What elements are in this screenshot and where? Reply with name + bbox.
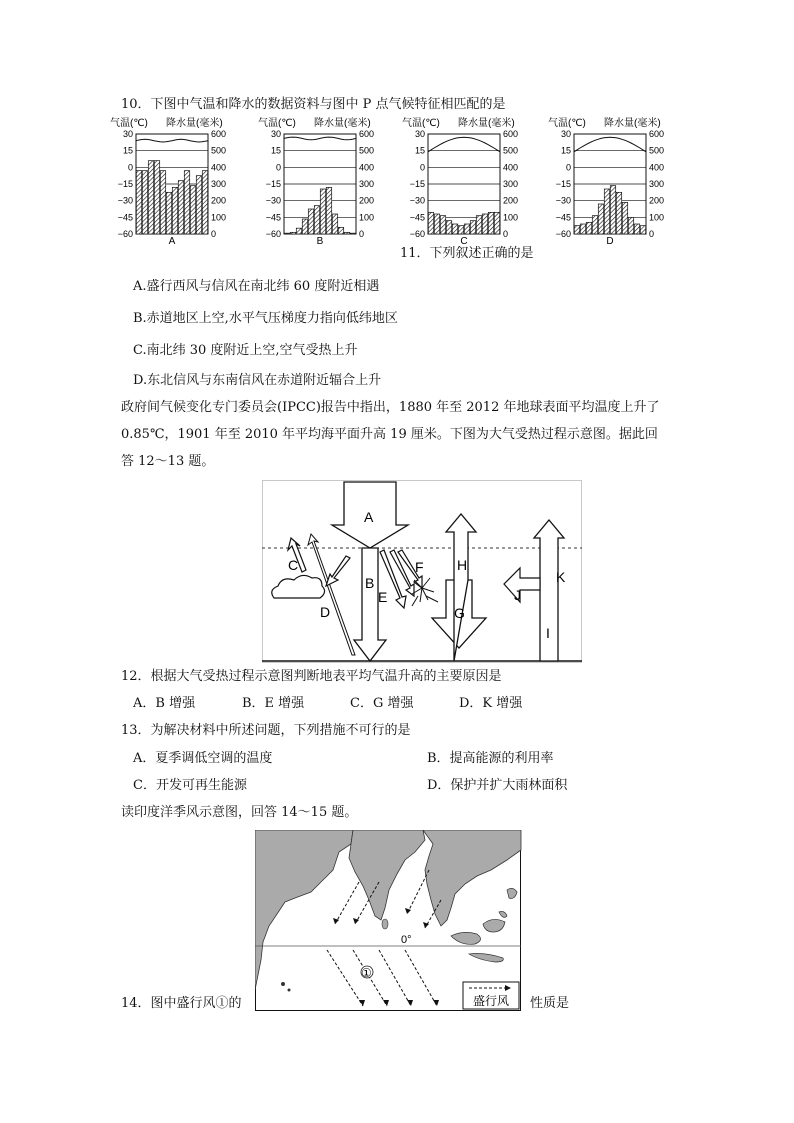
precip-bar (308, 209, 313, 234)
precip-bar (166, 192, 171, 234)
precip-bar (580, 224, 585, 234)
precip-axis-label: 降水量(毫米) (166, 118, 223, 129)
precip-bar (190, 186, 195, 234)
temp-tick: 30 (270, 129, 281, 139)
label-G: G (454, 605, 465, 621)
precip-bar (628, 217, 633, 234)
precip-tick: 100 (503, 212, 519, 223)
precip-tick: 300 (649, 179, 665, 189)
temp-tick: −30 (265, 195, 281, 206)
precip-bar (470, 221, 475, 234)
precip-bar (142, 171, 147, 234)
precip-axis-label: 降水量(毫米) (458, 118, 515, 129)
precip-tick: 200 (503, 195, 519, 206)
temp-tick: −60 (555, 229, 571, 239)
precip-tick: 300 (503, 179, 519, 189)
precip-tick: 0 (359, 229, 365, 239)
climate-chart-b (258, 116, 374, 247)
chart-label: A (168, 236, 176, 247)
precip-bar (446, 221, 451, 234)
precip-bar (314, 206, 319, 234)
precip-tick: 300 (211, 179, 227, 189)
precip-bar (302, 219, 307, 234)
passage-line-2: 0.85℃，1901 年至 2010 年平均海平面升高 19 厘米。下图为大气受热过程示意图。据此回 (121, 427, 658, 442)
precip-bar (586, 222, 591, 234)
precip-bar (616, 192, 621, 234)
precip-tick: 0 (503, 229, 509, 239)
precip-bar (154, 161, 159, 234)
precip-bar (458, 226, 463, 234)
temp-tick: −15 (265, 179, 281, 189)
precip-bar (196, 176, 201, 234)
precip-bar (604, 189, 609, 234)
temp-tick: −30 (117, 195, 133, 206)
label-A: A (364, 509, 374, 525)
precip-bar (434, 214, 439, 234)
q10-stem: 10．下图中气温和降水的数据资料与图中 P 点气候特征相匹配的是 (121, 97, 506, 112)
precip-bar (494, 212, 499, 234)
temp-tick: −15 (555, 179, 571, 189)
label-K: K (556, 569, 566, 585)
precip-tick: 400 (211, 162, 227, 173)
precip-tick: 100 (211, 212, 227, 223)
temp-tick: 0 (565, 162, 571, 173)
label-J: J (514, 587, 521, 603)
precip-bar (338, 227, 343, 234)
chart-label: C (460, 236, 468, 247)
indian-ocean-monsoon-map (255, 830, 522, 1012)
q13-option-c[interactable]: C．开发可再生能源 (133, 778, 247, 793)
precip-tick: 100 (359, 212, 375, 223)
temp-tick: −45 (117, 212, 133, 223)
legend-label: 盛行风 (473, 994, 510, 1008)
temp-tick: −45 (555, 212, 571, 223)
temp-tick: −45 (409, 212, 425, 223)
precip-tick: 400 (359, 162, 375, 173)
temp-tick: 15 (560, 145, 571, 156)
atmospheric-heating-diagram (262, 480, 584, 665)
q11-option-c[interactable]: C.南北纬 30 度附近上空,空气受热上升 (133, 343, 358, 358)
precip-tick: 600 (649, 129, 665, 139)
precip-bar (482, 214, 487, 234)
precip-bar (290, 232, 295, 234)
precip-tick: 200 (211, 195, 227, 206)
temp-tick: 30 (122, 129, 133, 139)
precip-bar (428, 212, 433, 234)
precip-tick: 500 (649, 145, 665, 156)
passage-line-3: 答 12～13 题。 (121, 454, 215, 469)
label-B: B (365, 575, 375, 591)
q14-intro: 读印度洋季风示意图，回答 14～15 题。 (121, 805, 358, 820)
precip-bar (574, 226, 579, 234)
q14-prefix: 14．图中盛行风①的 (121, 996, 242, 1011)
precip-axis-label: 降水量(毫米) (604, 118, 661, 129)
climate-charts (110, 114, 700, 254)
temp-tick: −15 (409, 179, 425, 189)
chart-label: D (606, 236, 614, 247)
precip-bar (160, 171, 165, 234)
temp-tick: 0 (419, 162, 425, 173)
precip-bar (320, 189, 325, 234)
precip-bar (592, 216, 597, 234)
temp-axis-label: 气温(℃) (258, 118, 296, 129)
q14-suffix: 性质是 (530, 996, 570, 1011)
temp-tick: 15 (414, 145, 425, 156)
precip-tick: 500 (503, 145, 519, 156)
precip-bar (452, 224, 457, 234)
temp-tick: 0 (127, 162, 133, 173)
temp-axis-label: 气温(℃) (110, 118, 148, 129)
precip-axis-label: 降水量(毫米) (314, 118, 371, 129)
climate-chart-a (110, 116, 226, 247)
temp-tick: −30 (409, 195, 425, 206)
temp-tick: 15 (270, 145, 281, 156)
precip-tick: 400 (503, 162, 519, 173)
precip-tick: 100 (649, 212, 665, 223)
precip-bar (610, 186, 615, 234)
label-H: H (457, 557, 468, 573)
q13-option-b[interactable]: B．提高能源的利用率 (427, 751, 554, 766)
q12-option-b[interactable]: B．E 增强 (242, 696, 305, 711)
precip-bar (202, 171, 207, 234)
q13-stem: 13．为解决材料中所述问题，下列措施不可行的是 (121, 723, 411, 738)
precip-bar (344, 232, 349, 234)
temp-tick: 0 (275, 162, 281, 173)
label-E: E (378, 589, 388, 605)
wind-1-label: ① (361, 966, 372, 980)
precip-bar (184, 171, 189, 234)
q12-option-d[interactable]: D．K 增强 (459, 696, 523, 711)
temp-tick: −60 (117, 229, 133, 239)
temp-tick: −30 (555, 195, 571, 206)
precip-tick: 400 (649, 162, 665, 173)
label-D: D (320, 604, 331, 620)
precip-bar (178, 181, 183, 234)
precip-bar (476, 216, 481, 234)
temp-tick: −15 (117, 179, 133, 189)
precip-bar (598, 204, 603, 234)
precip-bar (172, 187, 177, 234)
precip-tick: 0 (649, 229, 655, 239)
label-C: C (288, 557, 299, 573)
temp-axis-label: 气温(℃) (548, 118, 586, 129)
precip-bar (332, 214, 337, 234)
climate-chart-c (402, 116, 518, 247)
label-I: I (546, 625, 550, 641)
precip-tick: 600 (359, 129, 375, 139)
precip-bar (284, 233, 289, 234)
q11-option-d[interactable]: D.东北信风与东南信风在赤道附近辐合上升 (133, 373, 382, 388)
precip-bar (296, 228, 301, 234)
temp-tick: −45 (265, 212, 281, 223)
temp-axis-label: 气温(℃) (402, 118, 440, 129)
precip-bar (640, 226, 645, 234)
chart-label: B (316, 236, 324, 247)
precip-bar (440, 216, 445, 234)
precip-bar (326, 187, 331, 234)
temp-tick: −60 (265, 229, 281, 239)
q12-option-c[interactable]: C．G 增强 (350, 696, 414, 711)
q12-option-a[interactable]: A．B 增强 (133, 696, 196, 711)
q11-stem: 11．下列叙述正确的是 (400, 246, 534, 261)
temp-tick: 15 (122, 145, 133, 156)
precip-bar (464, 224, 469, 234)
q13-option-d[interactable]: D．保护并扩大雨林面积 (427, 778, 568, 793)
precip-tick: 600 (503, 129, 519, 139)
precip-tick: 0 (211, 229, 217, 239)
precip-tick: 200 (649, 195, 665, 206)
precip-tick: 200 (359, 195, 375, 206)
precip-bar (350, 233, 355, 234)
q11-option-b[interactable]: B.赤道地区上空,水平气压梯度力指向低纬地区 (133, 311, 398, 326)
q11-option-a[interactable]: A.盛行西风与信风在南北纬 60 度附近相遇 (133, 279, 380, 294)
temp-tick: 30 (414, 129, 425, 139)
climate-chart-d (548, 116, 664, 247)
label-F: F (415, 559, 424, 575)
q12-stem: 12．根据大气受热过程示意图判断地表平均气温升高的主要原因是 (121, 669, 502, 684)
precip-tick: 600 (211, 129, 227, 139)
precip-tick: 300 (359, 179, 375, 189)
equator-label: 0° (401, 934, 412, 946)
precip-tick: 500 (359, 145, 375, 156)
passage-line-1: 政府间气候变化专门委员会(IPCC)报告中指出，1880 年至 2012 年地球表面平均温度上升了 (121, 400, 660, 415)
temp-tick: 30 (560, 129, 571, 139)
q13-option-a[interactable]: A．夏季调低空调的温度 (133, 751, 273, 766)
temp-tick: −60 (409, 229, 425, 239)
precip-bar (488, 212, 493, 234)
precip-bar (136, 171, 141, 234)
precip-bar (634, 224, 639, 234)
precip-tick: 500 (211, 145, 227, 156)
precip-bar (622, 202, 627, 234)
precip-bar (148, 161, 153, 234)
